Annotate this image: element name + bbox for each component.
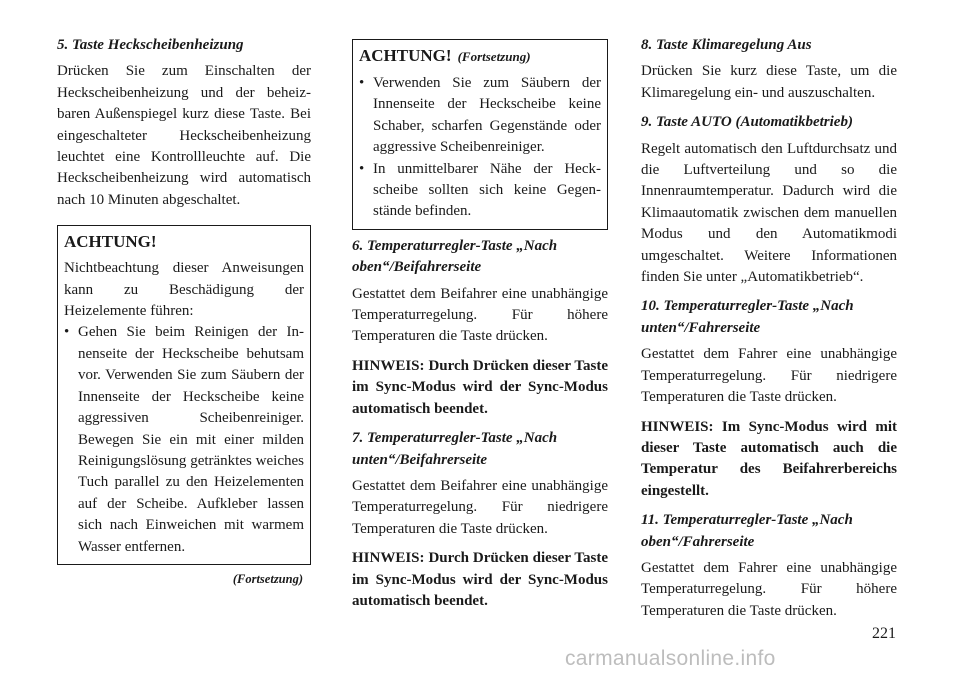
column-left bbox=[57, 35, 311, 590]
warning-list bbox=[359, 73, 601, 223]
section-11-heading: 11. Temperaturregler-Taste „Nach oben“/Fahrerseite bbox=[641, 512, 853, 550]
warning-bullet: • Gehen Sie beim Reinigen der Innenseite der Heckscheibe behutsam vor. Verwenden Sie zum Säubern der Innenseite der Heckscheibe keine aggressiven Scheibenreiniger. Bewegen Sie ein mit einer milden Reinigungslösung getränktes weiches Tuch parallel zu den Heizelementen auf der Scheibe. Aufkleber lassen sich nach Einweichen mit warmem Wasser entfernen. bbox=[64, 322, 304, 557]
section-9-heading: 9. Taste AUTO (Automatikbetrieb) bbox=[641, 114, 853, 131]
section-5-heading: 5. Taste Heckscheibenheizung bbox=[57, 37, 244, 53]
warning-list bbox=[64, 322, 304, 557]
section-11-text: Gestattet dem Fahrer eine unabhängige Temperaturregelung. Für höhere Temperaturen die Taste drücken. bbox=[641, 559, 897, 619]
section-6-heading: 6. Temperaturregler-Taste „Nach oben“/Beifahrerseite bbox=[352, 237, 558, 276]
section-9-text: Regelt automatisch den Luftdurchsatz und die Luftverteilung und so die Innenraumtemperatur. Dadurch wird die Klimaautomatik zwischen dem manuellen Modus und den Automatikmodi umgeschaltet. Weitere Informationen finden Sie unter „Automatikbetrieb“. bbox=[641, 140, 897, 286]
section-6-text: Gestattet dem Beifahrer eine unabhängige Temperaturregelung. Für höhere Temperaturen die Taste drücken. bbox=[352, 285, 608, 345]
warning-box bbox=[57, 225, 311, 565]
warning-title: ACHTUNG! bbox=[64, 232, 157, 252]
section-10-heading: 10. Temperaturregler-Taste „Nach unten“/Fahrerseite bbox=[641, 298, 854, 336]
column-middle bbox=[352, 35, 608, 620]
warning-bullet: • In unmittelbarer Nähe der Heckscheibe sollten sich keine Gegenstände befinden. bbox=[359, 159, 601, 223]
warning-continued-label: (Fortsetzung) bbox=[457, 49, 531, 64]
warning-bullet: • Verwenden Sie zum Säubern der Innenseite der Heckscheibe keine Schaber, scharfen Gegenstände oder aggressive Scheibenreiniger. bbox=[359, 73, 601, 159]
page-number: 221 bbox=[872, 625, 896, 642]
continued-label: (Fortsetzung) bbox=[232, 571, 303, 586]
section-7-text: Gestattet dem Beifahrer eine unabhängige Temperaturregelung. Für niedrigere Temperaturen die Taste drücken. bbox=[352, 477, 608, 537]
section-7-note: HINWEIS: Durch Drücken dieser Taste im Sync-Modus wird der Sync-Modus automatisch beendet. bbox=[352, 550, 608, 609]
warning-intro: Nichtbeachtung dieser Anweisungen kann zu Beschädigung der Heizelemente führen: bbox=[64, 260, 304, 320]
warning-box-continued bbox=[352, 39, 608, 230]
section-5-text: Drücken Sie zum Einschalten der Heckscheibenheizung und der beheizbaren Außenspiegel kurz diese Taste. Bei eingeschalteter Heckscheibenheizung leuchtet eine Kontrollleuchte auf. Die Heckscheibenheizung wird automatisch nach 10 Minuten abgeschaltet. bbox=[57, 63, 311, 208]
column-right bbox=[641, 35, 897, 630]
section-7-heading: 7. Temperaturregler-Taste „Nach unten“/Beifahrerseite bbox=[352, 430, 558, 468]
watermark: carmanualsonline.info bbox=[565, 647, 776, 670]
warning-title bbox=[359, 44, 601, 69]
section-8-text: Drücken Sie kurz diese Taste, um die Klimaregelung ein- und auszuschalten. bbox=[641, 63, 897, 101]
section-8-heading: 8. Taste Klimaregelung Aus bbox=[641, 37, 812, 53]
section-10-note: HINWEIS: Im Sync-Modus wird mit dieser Taste automatisch auch die Temperatur des Beifahrerbereichs eingestellt. bbox=[641, 418, 897, 499]
section-6-note: HINWEIS: Durch Drücken dieser Taste im Sync-Modus wird der Sync-Modus automatisch beendet. bbox=[352, 357, 608, 417]
warning-title-text: ACHTUNG! bbox=[359, 46, 452, 65]
section-10-text: Gestattet dem Fahrer eine unabhängige Temperaturregelung. Für niedrigere Temperaturen die Taste drücken. bbox=[641, 346, 897, 406]
